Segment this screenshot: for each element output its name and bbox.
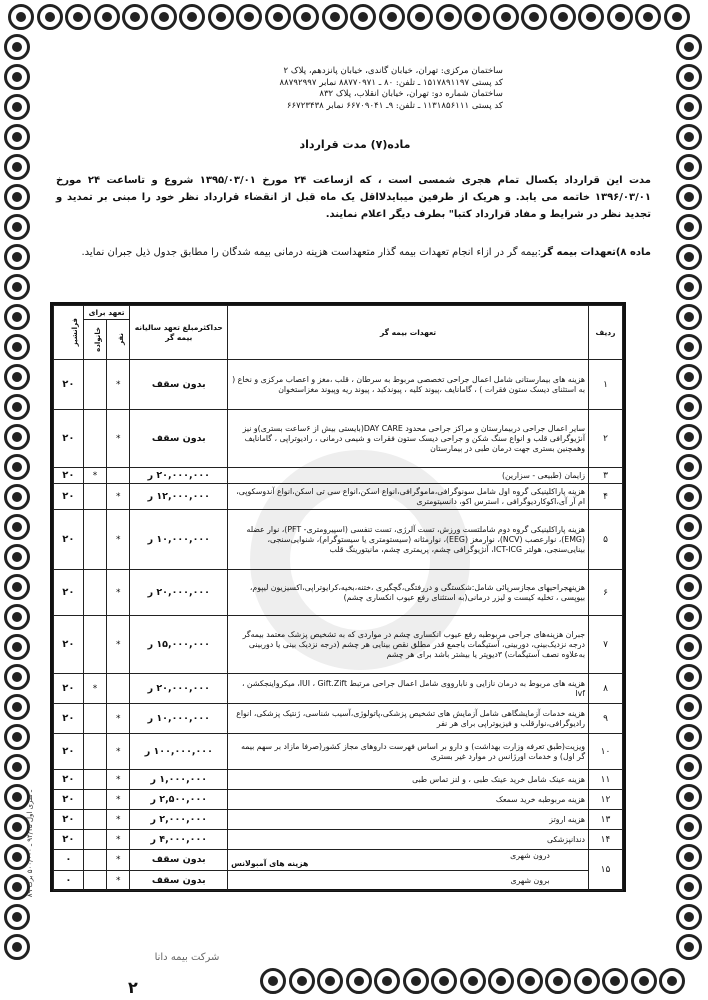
row-max-amount: ۱۰۰,۰۰۰,۰۰۰ ر bbox=[130, 734, 228, 770]
row-individual-mark: * bbox=[107, 510, 130, 570]
row-max-amount: ۲۰,۰۰۰,۰۰۰ ر bbox=[130, 468, 228, 484]
row-number: ۱۴ bbox=[589, 830, 623, 850]
row-individual-mark: * bbox=[107, 360, 130, 410]
border-logo-icon bbox=[676, 814, 702, 840]
border-logo-icon bbox=[676, 784, 702, 810]
row-number: ۵ bbox=[589, 510, 623, 570]
border-logo-icon bbox=[676, 394, 702, 420]
row-number: ۱ bbox=[589, 360, 623, 410]
border-logo-icon bbox=[676, 844, 702, 870]
row-family-mark bbox=[83, 410, 106, 468]
table-row bbox=[54, 616, 623, 674]
row-franchise: ۲۰ bbox=[54, 410, 84, 468]
row-number: ۲ bbox=[589, 410, 623, 468]
row-franchise: ۲۰ bbox=[54, 510, 84, 570]
border-logo-icon bbox=[4, 34, 30, 60]
border-logo-icon bbox=[322, 4, 348, 30]
border-logo-icon bbox=[431, 968, 457, 994]
row-number: ۸ bbox=[589, 674, 623, 704]
company-logo bbox=[132, 952, 242, 963]
border-logo-icon bbox=[208, 4, 234, 30]
table-row bbox=[54, 830, 623, 850]
address-line: کد پستی ۱۱۳۱۸۵۶۱۱۱ ـ تلفن: ۹ـ ۶۶۷۰۹۰۴۱ نمابر ۶۶۷۲۳۴۳۸ bbox=[286, 100, 503, 111]
row-max-amount: ۱۰,۰۰۰,۰۰۰ ر bbox=[130, 704, 228, 734]
article-8-body: :بیمه گر در ازاء انجام تعهدات بیمه گذار متعهداست هزینه درمانی بیمه شدگان را مطابق جدول ذیل جبران نماید. bbox=[81, 247, 541, 258]
border-logo-icon bbox=[4, 214, 30, 240]
border-logo-icon bbox=[631, 968, 657, 994]
border-logo-icon bbox=[350, 4, 376, 30]
border-logo-icon bbox=[676, 904, 702, 930]
table-row bbox=[54, 468, 623, 484]
border-logo-icon bbox=[4, 514, 30, 540]
table-row bbox=[54, 674, 623, 704]
border-logo-icon bbox=[179, 4, 205, 30]
table-row bbox=[54, 810, 623, 830]
row-number: ۱۳ bbox=[589, 810, 623, 830]
row-family-mark bbox=[83, 790, 106, 810]
row-number: ۳ bbox=[589, 468, 623, 484]
border-logo-icon bbox=[289, 968, 315, 994]
border-logo-icon bbox=[521, 4, 547, 30]
border-logo-icon bbox=[4, 334, 30, 360]
row-family-mark bbox=[83, 360, 106, 410]
row-franchise: ۲۰ bbox=[54, 810, 84, 830]
page-number: ۲ bbox=[128, 978, 138, 997]
border-logo-icon bbox=[293, 4, 319, 30]
row-family-mark bbox=[83, 810, 106, 830]
row-max-amount: ۱۰,۰۰۰,۰۰۰ ر bbox=[130, 510, 228, 570]
border-logo-icon bbox=[4, 754, 30, 780]
border-logo-icon bbox=[4, 454, 30, 480]
row-max-amount: بدون سقف bbox=[130, 410, 228, 468]
row-family-mark bbox=[83, 704, 106, 734]
border-logo-icon bbox=[676, 574, 702, 600]
border-logo-icon bbox=[607, 4, 633, 30]
row-family-mark: * bbox=[83, 674, 106, 704]
border-logo-icon bbox=[4, 634, 30, 660]
article-8-label: ماده ۸)تعهدات بیمه گر bbox=[540, 247, 651, 258]
border-logo-icon bbox=[4, 544, 30, 570]
header-obligations: تعهدات بیمه گر bbox=[228, 306, 589, 360]
border-logo-icon bbox=[65, 4, 91, 30]
row-description: دندانپزشکی bbox=[228, 830, 589, 850]
border-logo-icon bbox=[265, 4, 291, 30]
header-family bbox=[83, 320, 106, 360]
table-row bbox=[54, 734, 623, 770]
table-row bbox=[54, 510, 623, 570]
coverage-table bbox=[50, 302, 626, 892]
border-logo-icon bbox=[676, 94, 702, 120]
table-row bbox=[54, 790, 623, 810]
row-franchise: ۲۰ bbox=[54, 830, 84, 850]
row-individual-mark: * bbox=[107, 704, 130, 734]
border-logo-icon bbox=[4, 394, 30, 420]
border-logo-icon bbox=[346, 968, 372, 994]
row-max-amount: ۲,۵۰۰,۰۰۰ ر bbox=[130, 790, 228, 810]
border-logo-icon bbox=[676, 544, 702, 570]
company-address bbox=[203, 66, 503, 112]
border-logo-icon bbox=[676, 724, 702, 750]
border-logo-icon bbox=[676, 634, 702, 660]
border-logo-icon bbox=[545, 968, 571, 994]
border-logo-icon bbox=[676, 184, 702, 210]
row-description: هزینه خدمات آزمایشگاهی شامل آزمایش های تشخیص پزشکی،پاتولوژی،آسیب شناسی، ژنتیک پزشکی، انواع رادیوگرافی،نوارقلب و فیزیوتراپی برای هر نفر bbox=[228, 704, 589, 734]
row-individual-mark: * bbox=[107, 810, 130, 830]
row-description: هزینه پاراکلینیکی گروه اول شامل سونوگرافی،ماموگرافی،انواع اسکن،انواع سی تی اسکن،انواع آندوسکوپی، ام آر آی،اکوکاردیوگرافی ، استرس اکو، دانسیتومتری bbox=[228, 484, 589, 510]
ambulance-label: هزینه های آمبولانس bbox=[231, 859, 309, 868]
border-logo-icon bbox=[236, 4, 262, 30]
ambulance-city-in: درون شهری bbox=[510, 851, 550, 860]
row-max-amount: ۱,۰۰۰,۰۰۰ ر bbox=[130, 770, 228, 790]
border-logo-icon bbox=[676, 334, 702, 360]
article-8-text bbox=[56, 244, 651, 261]
border-logo-icon bbox=[317, 968, 343, 994]
row-description: هزینه های مربوط به درمان نازایی و نابارووی شامل اعمال جراحی مرتبط IUI ، Gift.Zift، میکرواینجکشن ، Ivf bbox=[228, 674, 589, 704]
row-number: ۶ bbox=[589, 570, 623, 616]
table-row bbox=[54, 484, 623, 510]
border-logo-icon bbox=[151, 4, 177, 30]
row-franchise: ۲۰ bbox=[54, 770, 84, 790]
border-logo-icon bbox=[4, 664, 30, 690]
row-max-amount: ۱۲,۰۰۰,۰۰۰ ر bbox=[130, 484, 228, 510]
row-description: سایر اعمال جراحی دربیمارستان و مراکز جراحی محدود DAY CARE(بایستی بیش از ۶ساعت بستری)و نیز آنژیوگرافی قلب و انواع سنگ شکن و جراحی دیسک ستون فقرات و شیمی درمانی ، رادیوتراپی ، گامانایف وهمچنین بستری جهت درمان طبی در بیمارستان bbox=[228, 410, 589, 468]
border-logo-icon bbox=[4, 604, 30, 630]
row-franchise: ۲۰ bbox=[54, 570, 84, 616]
border-logo-icon bbox=[4, 304, 30, 330]
row-individual-mark: * bbox=[107, 484, 130, 510]
row-description: هزینه مربوطبه خرید سمعک bbox=[228, 790, 589, 810]
border-logo-icon bbox=[676, 424, 702, 450]
row-description: هزینه عینک شامل خرید عینک طبی ، و لنز تماس طبی bbox=[228, 770, 589, 790]
header-individual bbox=[107, 320, 130, 360]
border-logo-icon bbox=[403, 968, 429, 994]
border-logo-icon bbox=[676, 694, 702, 720]
row-description: هزینهجراحیهای مجازسرپائی شامل:شکستگی و دررفتگی،گچگیری ،ختنه،بخیه،کرایوتراپی،اکسیزیون لیپوم، بیوپسی ، تخلیه کیست و لیزر درمانی(به استثنای رفع عیوب انکساری چشم) bbox=[228, 570, 589, 616]
row-max-amount: ۱۵,۰۰۰,۰۰۰ ر bbox=[130, 616, 228, 674]
row-max-amount: ۲,۰۰۰,۰۰۰ ر bbox=[130, 810, 228, 830]
row-description bbox=[228, 871, 589, 891]
border-logo-icon bbox=[602, 968, 628, 994]
row-description bbox=[228, 850, 589, 871]
border-logo-icon bbox=[4, 274, 30, 300]
table-row bbox=[54, 871, 623, 891]
row-family-mark bbox=[83, 871, 106, 891]
row-franchise: ۲۰ bbox=[54, 704, 84, 734]
border-logo-icon bbox=[260, 968, 286, 994]
row-individual-mark bbox=[107, 674, 130, 704]
row-max-amount: بدون سقف bbox=[130, 360, 228, 410]
border-logo-icon bbox=[379, 4, 405, 30]
border-logo-icon bbox=[4, 244, 30, 270]
border-logo-icon bbox=[4, 694, 30, 720]
row-number: ۱۱ bbox=[589, 770, 623, 790]
table-row bbox=[54, 410, 623, 468]
border-logo-icon bbox=[493, 4, 519, 30]
row-franchise: ۲۰ bbox=[54, 484, 84, 510]
row-number: ۷ bbox=[589, 616, 623, 674]
border-logo-icon bbox=[676, 64, 702, 90]
border-logo-icon bbox=[676, 244, 702, 270]
row-individual-mark bbox=[107, 468, 130, 484]
ambulance-city-out: برون شهری bbox=[510, 875, 550, 885]
border-logo-icon bbox=[550, 4, 576, 30]
header-row-number: ردیف bbox=[589, 306, 623, 360]
row-family-mark bbox=[83, 484, 106, 510]
border-logo-icon bbox=[122, 4, 148, 30]
border-logo-icon bbox=[635, 4, 661, 30]
border-logo-icon bbox=[37, 4, 63, 30]
row-max-amount: بدون سقف bbox=[130, 850, 228, 871]
row-description: ویزیت(طبق تعرفه وزارت بهداشت) و دارو بر اساس فهرست داروهای مجاز کشور(صرفا مازاد بر سهم بیمه گر اول) و خدمات اورژانس در موارد غیر بستری bbox=[228, 734, 589, 770]
border-logo-icon bbox=[676, 934, 702, 960]
border-logo-icon bbox=[574, 968, 600, 994]
border-logo-icon bbox=[407, 4, 433, 30]
row-description: جبران هزینه‌های جراحی مربوطبه رفع عیوب انکساری چشم در مواردی که به تشخیص پزشک معتمد بیمه‌گر درجه نزدیک‌بینی، دوربینی، آستیگمات باجمع قدر مطلق نقص بینایی هر چشم (درجه نزدیک بینی یا دوربینی به‌علاوه نصف آستیگمات) ۳دیوپتر یا بیشتر باشد برای هر چشم bbox=[228, 616, 589, 674]
border-logo-icon bbox=[4, 154, 30, 180]
row-franchise: ۲۰ bbox=[54, 734, 84, 770]
border-logo-icon bbox=[4, 934, 30, 960]
row-number: ۹ bbox=[589, 704, 623, 734]
address-line: ساختمان شماره دو: تهران، خیابان انقلاب، پلاک ۸۳۲ bbox=[319, 89, 503, 100]
row-description: هزینه اروتز bbox=[228, 810, 589, 830]
row-max-amount: ۲۰,۰۰۰,۰۰۰ ر bbox=[130, 674, 228, 704]
row-description: زایمان (طبیعی - سزارین) bbox=[228, 468, 589, 484]
border-logo-icon bbox=[578, 4, 604, 30]
address-line: ساختمان مرکزی: تهران، خیابان گاندی، خیابان پانزدهم، پلاک ۲ bbox=[283, 66, 503, 76]
border-logo-icon bbox=[676, 754, 702, 780]
row-max-amount: ۴,۰۰۰,۰۰۰ ر bbox=[130, 830, 228, 850]
border-logo-icon bbox=[4, 574, 30, 600]
header-commitment-for: تعهد برای bbox=[83, 306, 130, 320]
border-logo-icon bbox=[460, 968, 486, 994]
row-individual-mark: * bbox=[107, 616, 130, 674]
border-logo-icon bbox=[676, 514, 702, 540]
border-logo-icon bbox=[676, 34, 702, 60]
row-number: ۴ bbox=[589, 484, 623, 510]
border-logo-icon bbox=[676, 154, 702, 180]
border-logo-icon bbox=[436, 4, 462, 30]
border-logo-icon bbox=[4, 64, 30, 90]
address-line: کد پستی ۱۵۱۷۸۹۱۱۹۷ ـ تلفن: ۸۰ ـ ۸۸۷۷۰۹۷۱ نمابر ۸۸۷۹۲۹۹۷ bbox=[279, 77, 503, 88]
table-row bbox=[54, 704, 623, 734]
table-row bbox=[54, 770, 623, 790]
border-logo-icon bbox=[659, 968, 685, 994]
border-logo-icon bbox=[8, 4, 34, 30]
article-7-text: مدت این قرارداد یکسال تمام هجری شمسی است ، که ازساعت ۲۴ مورخ ۱۳۹۵/۰۳/۰۱ شروع و تاساعت ۲۴ مورخ ۱۳۹۶/۰۳/۰۱ خاتمه می یابد. و هریک از طرفین میبایدلااقل یک ماه قبل از انقضاء قرارداد نظر خود را مبنی بر تمدید و تجدید نظر در شرایط و مفاد قرارداد کتبا" بطرف دیگر اعلام نمایند. bbox=[56, 175, 652, 220]
row-max-amount: بدون سقف bbox=[130, 871, 228, 891]
border-logo-icon bbox=[517, 968, 543, 994]
row-individual-mark: * bbox=[107, 570, 130, 616]
row-individual-mark: * bbox=[107, 871, 130, 891]
row-franchise: ۲۰ bbox=[54, 468, 84, 484]
border-logo-icon bbox=[4, 424, 30, 450]
row-franchise: ۲۰ bbox=[54, 360, 84, 410]
border-logo-icon bbox=[374, 968, 400, 994]
border-logo-icon bbox=[4, 124, 30, 150]
row-individual-mark: * bbox=[107, 850, 130, 871]
row-individual-mark: * bbox=[107, 734, 130, 770]
row-individual-mark: * bbox=[107, 410, 130, 468]
row-description: هزینه های بیمارستانی شامل اعمال جراحی تخصصی مربوط به سرطان ، قلب ،مغز و اعصاب مرکزی و نخاع ( به استثنای دیسک ستون فقرات ) ، گامانایف ،پیوند کلیه ، پیوندکبد ، پیوند ریه وپیوند مغزاستخوان bbox=[228, 360, 589, 410]
table-row bbox=[54, 850, 623, 871]
border-logo-icon bbox=[488, 968, 514, 994]
border-logo-icon bbox=[676, 454, 702, 480]
border-logo-icon bbox=[676, 304, 702, 330]
border-logo-icon bbox=[676, 484, 702, 510]
row-number: ۱۲ bbox=[589, 790, 623, 810]
row-individual-mark: * bbox=[107, 790, 130, 810]
table-row bbox=[54, 360, 623, 410]
row-family-mark bbox=[83, 830, 106, 850]
border-logo-icon bbox=[676, 664, 702, 690]
row-max-amount: ۲۰,۰۰۰,۰۰۰ ر bbox=[130, 570, 228, 616]
row-family-mark bbox=[83, 616, 106, 674]
company-name: شرکت بیمه دانا bbox=[154, 952, 220, 963]
header-franchise bbox=[54, 306, 84, 360]
row-franchise: ۲۰ bbox=[54, 790, 84, 810]
border-logo-icon bbox=[4, 904, 30, 930]
row-family-mark bbox=[83, 570, 106, 616]
header-franchise-label: فرانشیز bbox=[70, 318, 79, 347]
row-franchise: ۲۰ bbox=[54, 674, 84, 704]
row-individual-mark: * bbox=[107, 830, 130, 850]
border-logo-icon bbox=[676, 274, 702, 300]
border-logo-icon bbox=[676, 874, 702, 900]
row-individual-mark: * bbox=[107, 770, 130, 790]
row-franchise: ۰ bbox=[54, 850, 84, 871]
row-franchise: ۲۰ bbox=[54, 616, 84, 674]
border-logo-icon bbox=[676, 214, 702, 240]
border-logo-icon bbox=[4, 724, 30, 750]
border-logo-icon bbox=[4, 364, 30, 390]
border-logo-icon bbox=[664, 4, 690, 30]
article-7-title: ماده(۷) مدت قرارداد bbox=[299, 138, 411, 151]
row-family-mark bbox=[83, 770, 106, 790]
border-logo-icon bbox=[94, 4, 120, 30]
border-logo-icon bbox=[464, 4, 490, 30]
border-logo-icon bbox=[4, 184, 30, 210]
row-franchise: ۰ bbox=[54, 871, 84, 891]
row-family-mark: * bbox=[83, 468, 106, 484]
border-logo-icon bbox=[676, 604, 702, 630]
header-individual-label: نفر bbox=[117, 333, 126, 346]
border-logo-icon bbox=[676, 364, 702, 390]
row-number: ۱۵ bbox=[589, 850, 623, 891]
side-print-note: ۸۹ ـ سری اول ۹۴/۱۵ ـ ۵۰۰/۰۰۰ برگ bbox=[26, 790, 34, 898]
row-family-mark bbox=[83, 734, 106, 770]
row-number: ۱۰ bbox=[589, 734, 623, 770]
row-description: هزینه پاراکلینیکی گروه دوم شاملتست ورزش، تست آلرژی، تست تنفسی (اسپیرومتری- PFT)، نوار عضله (EMG)، نوارعصب (NCV)، نوارمغز (EEG)، نوارمثانه (سیستومتری یا سیستوگرام)، شنوایی‌سنجی، بینایی‌سنجی، هولتر ICT-ICG، آنژیوگرافی چشم، پریمتری چشم، مانیتورینگ قلب bbox=[228, 510, 589, 570]
border-logo-icon bbox=[676, 124, 702, 150]
border-logo-icon bbox=[4, 94, 30, 120]
header-max-amount: حداکثرمبلغ تعهد سالیانه بیمه گر bbox=[130, 306, 228, 360]
header-family-label: خانواده bbox=[94, 327, 103, 352]
table-row bbox=[54, 570, 623, 616]
border-logo-icon bbox=[4, 484, 30, 510]
row-family-mark bbox=[83, 850, 106, 871]
row-family-mark bbox=[83, 510, 106, 570]
